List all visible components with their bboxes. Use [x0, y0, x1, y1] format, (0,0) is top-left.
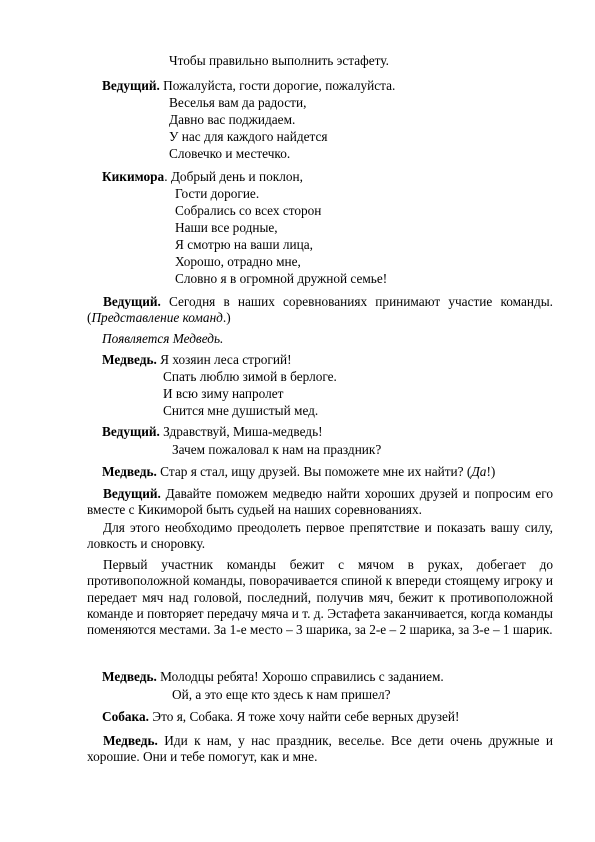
verse-line: [175, 271, 387, 287]
paragraph: [87, 294, 553, 327]
line-text: Зачем пожаловал к нам на праздник?: [172, 442, 382, 457]
verse-line: [175, 254, 301, 270]
paragraph-text: Первый участник команды бежит с мячом в руках, добегает до противоположной команды, поворачивается спиной к впереди стоящему игроку и передает мяч над головой, последний, получив мяч, бежит к противоположной команде и повторяет передачу мяча и т. д. Эстафета заканчивается, когда команды поменяются местами. За 1-е место – 3 шарика, за 2-е – 2 шарика, за 3-е – 1 шарик.: [87, 557, 553, 638]
speaker-name: Кикимора: [102, 169, 165, 184]
verse-line: [175, 203, 321, 219]
paragraph: [87, 733, 553, 766]
verse-line: [169, 129, 327, 145]
verse-line: [163, 369, 337, 385]
speaker-name: Ведущий.: [102, 424, 160, 439]
line-text: Собрались со всех сторон: [175, 203, 322, 218]
speaker-name: Собака.: [102, 709, 149, 724]
line-text: Здравствуй, Миша-медведь!: [159, 424, 323, 439]
speaker-name: Медведь.: [102, 669, 157, 684]
speaker-line: [102, 424, 323, 440]
line-text: Стар я стал, ищу друзей. Вы поможете мне их найти? (: [156, 464, 472, 479]
line-text: Веселья вам да радости,: [169, 95, 307, 110]
line-text: Гости дорогие.: [175, 186, 260, 201]
paragraph-text: Для этого необходимо преодолеть первое препятствие и показать вашу силу, ловкость и сноровку.: [87, 520, 553, 552]
line-text: Снится мне душистый мед.: [163, 403, 319, 418]
line-text: У нас для каждого найдется: [169, 129, 328, 144]
line-text: Я хозяин леса строгий!: [156, 352, 292, 367]
text-line: [169, 53, 389, 69]
speaker-line: [102, 352, 292, 368]
speaker-name: Медведь.: [102, 352, 157, 367]
line-text: Словечко и местечко.: [169, 146, 291, 161]
verse-line: [175, 186, 259, 202]
line-text: Это я, Собака. Я тоже хочу найти себе верных друзей!: [148, 709, 460, 724]
line-text: Хорошо, отрадно мне,: [175, 254, 301, 269]
speaker-line: [102, 464, 495, 480]
line-text: Словно я в огромной дружной семье!: [175, 271, 388, 286]
line-text: Давно вас поджидаем.: [169, 112, 296, 127]
stage-direction: Появляется Медведь.: [102, 331, 224, 346]
line-text: Чтобы правильно выполнить эстафету.: [169, 53, 389, 68]
stage-direction-line: [102, 331, 223, 347]
speaker-name: Ведущий.: [103, 294, 161, 309]
paragraph-text: .): [222, 310, 231, 326]
verse-line: [175, 220, 278, 236]
speaker-name: Ведущий.: [103, 486, 161, 501]
speaker-line: [102, 709, 459, 725]
stage-direction: Да: [471, 464, 487, 479]
paragraph: [87, 486, 553, 519]
verse-line: [172, 687, 391, 703]
speaker-name: Ведущий.: [102, 78, 160, 93]
paragraph: [87, 557, 553, 638]
speaker-name: Медведь.: [102, 464, 157, 479]
verse-line: [169, 112, 295, 128]
stage-direction: Представление команд: [91, 310, 223, 326]
line-text: . Добрый день и поклон,: [164, 169, 303, 184]
speaker-line: [102, 669, 444, 685]
paragraph-text: Давайте поможем медведю найти хороших друзей и попросим его вместе с Кикиморой быть судьей на наших соревнованиях.: [87, 486, 553, 518]
paragraph-text: Сегодня в наших соревнованиях принимают участие команды. (: [87, 294, 553, 326]
speaker-line: [102, 78, 395, 94]
line-text: Спать люблю зимой в берлоге.: [163, 369, 337, 384]
verse-line: [169, 95, 306, 111]
verse-line: [163, 386, 283, 402]
line-text: Наши все родные,: [175, 220, 278, 235]
line-text: !): [486, 464, 496, 479]
paragraph-text: Иди к нам, у нас праздник, веселье. Все дети очень дружные и хорошие. Они и тебе помогут, как и мне.: [87, 733, 553, 765]
paragraph: [87, 520, 553, 553]
verse-line: [169, 146, 290, 162]
speaker-line: [102, 169, 303, 185]
line-text: Молодцы ребята! Хорошо справились с заданием.: [156, 669, 444, 684]
verse-line: [175, 237, 313, 253]
line-text: Пожалуйста, гости дорогие, пожалуйста.: [159, 78, 396, 93]
verse-line: [163, 403, 318, 419]
line-text: Я смотрю на ваши лица,: [175, 237, 313, 252]
verse-line: [172, 442, 381, 458]
line-text: Ой, а это еще кто здесь к нам пришел?: [172, 687, 391, 702]
line-text: И всю зиму напролет: [163, 386, 284, 401]
speaker-name: Медведь.: [103, 733, 158, 748]
